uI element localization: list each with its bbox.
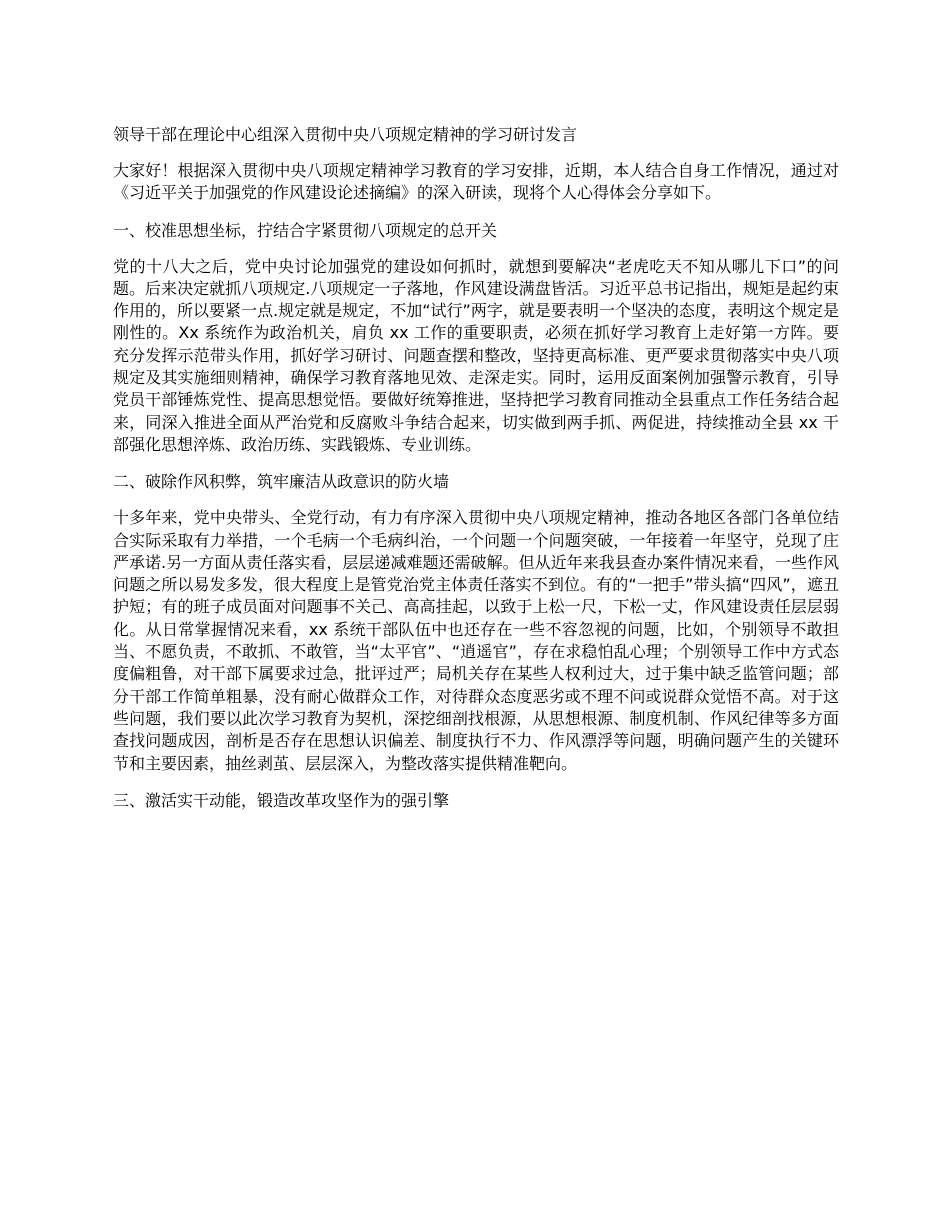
document-title: 领导干部在理论中心组深入贯彻中央八项规定精神的学习研讨发言 [113, 125, 578, 144]
section-2-heading: 二、破除作风积弊，筑牢廉洁从政意识的防火墙 [113, 472, 450, 492]
document-page [113, 124, 839, 826]
section-1-heading: 一、校准思想坐标，拧结合字紧贯彻八项规定的总开关 [113, 220, 498, 240]
section-2-body: 十多年来，党中央带头、全党行动，有力有序深入贯彻中央八项规定精神，推动各地区各部门各单位结合实际采取有力举措，一个毛病一个毛病纠治，一个问题一个问题突破，一年接着一年坚守，兑现了庄严承诺.另一方面从责任落实看，层层递减难题还需破解。但从近年来我县查办案件情况来看，一些作风问题之所以易发多发，很大程度上是管党治党主体责任落实不到位。有的“一把手”带头搞“四风”，遮丑护短；有的班子成员面对问题事不关己、高高挂起，以致于上松一尺，下松一丈，作风建设责任层层弱化。从日常掌握情况来看，xx 系统干部队伍中也还存在一些不容忽视的问题，比如，个别领导不敢担当、不愿负责，不敢抓、不敢管，当“太平官”、“逍遥官”，存在求稳怕乱心理；个别领导工作中方式态度偏粗鲁，对干部下属要求过急，批评过严；局机关存在某些人权利过大，过于集中缺乏监管问题；部分干部工作简单粗暴，没有耐心做群众工作，对待群众态度恶劣或不理不问或说群众觉悟不高。对于这些问题，我们要以此次学习教育为契机，深挖细剖找根源，从思想根源、制度机制、作风纪律等多方面查找问题成因，剖析是否存在思想认识偏差、制度执行不力、作风漂浮等问题，明确问题产生的关键环节和主要因素，抽丝剥茧、层层深入，为整改落实提供精准靶向。 [113, 508, 839, 773]
section-3-heading: 三、激活实干动能，锻造改革攻坚作为的强引擎 [113, 790, 450, 810]
intro-paragraph: 大家好！根据深入贯彻中央八项规定精神学习教育的学习安排，近期，本人结合自身工作情况，通过对《习近平关于加强党的作风建设论述摘编》的深入研读，现将个人心得体会分享如下。 [113, 161, 839, 203]
section-1-body: 党的十八大之后，党中央讨论加强党的建设如何抓时，就想到要解决“老虎吃天不知从哪儿下口”的问题。后来决定就抓八项规定.八项规定一子落地，作风建设满盘皆活。习近平总书记指出，规矩是起约束作用的，所以要紧一点.规定就是规定，不加“试行”两字，就是要表明一个坚决的态度，表明这个规定是刚性的。Xx 系统作为政治机关，肩负 xx 工作的重要职责，必须在抓好学习教育上走好第一方阵。要充分发挥示范带头作用，抓好学习研讨、问题查摆和整改，坚持更高标准、更严要求贯彻落实中央八项规定及其实施细则精神，确保学习教育落地见效、走深走实。同时，运用反面案例加强警示教育，引导党员干部锤炼党性、提高思想觉悟。要做好统筹推进，坚持把学习教育同推动全县重点工作任务结合起来，同深入推进全面从严治党和反腐败斗争结合起来，切实做到两手抓、两促进，持续推动全县 xx 干部强化思想淬炼、政治历练、实践锻炼、专业训练。 [113, 256, 839, 454]
